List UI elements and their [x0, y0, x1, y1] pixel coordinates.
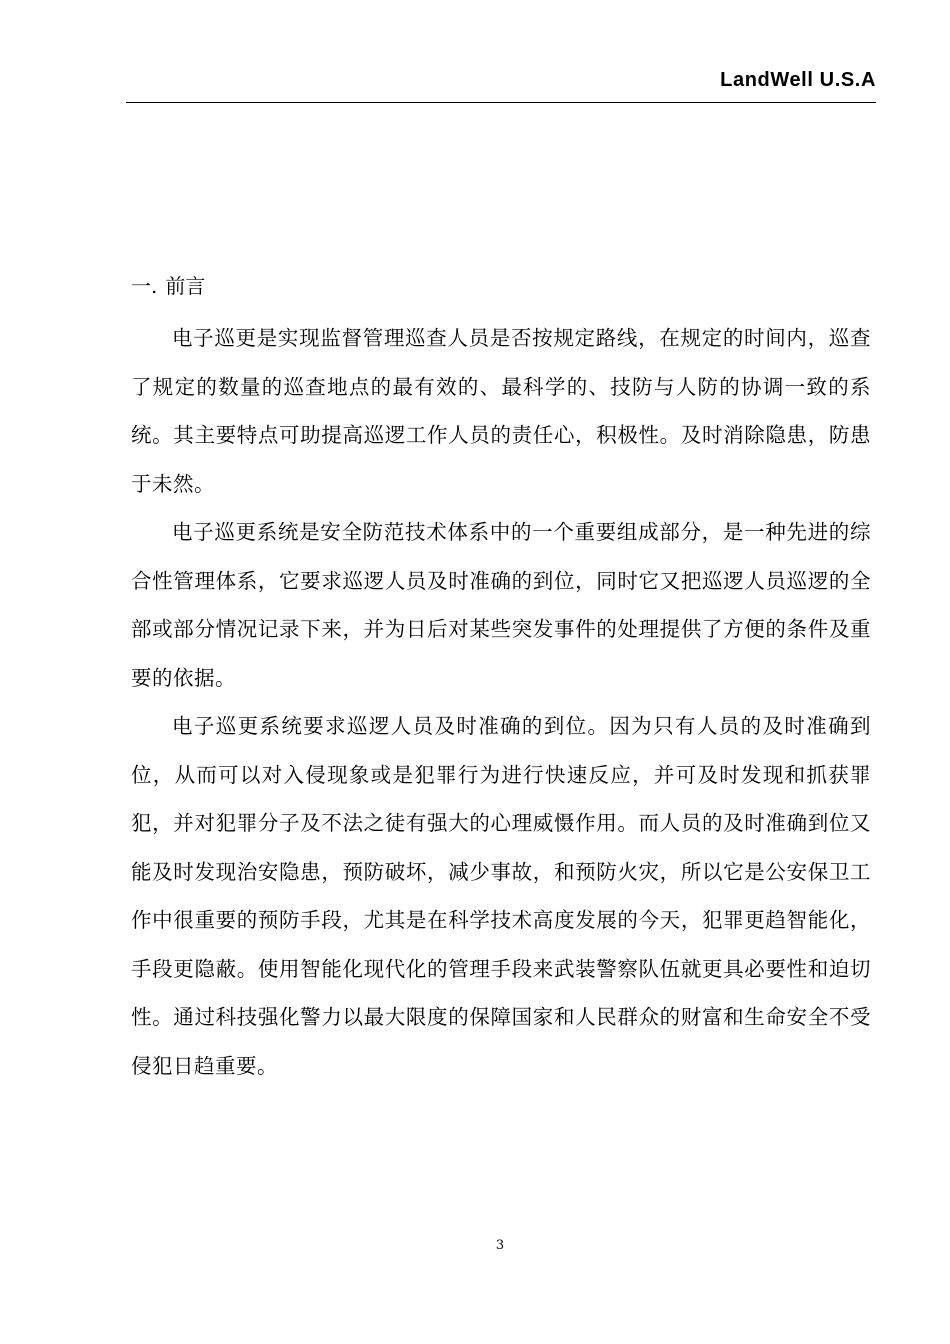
paragraph-2: 电子巡更系统是安全防范技术体系中的一个重要组成部分，是一种先进的综合性管理体系，它要求巡逻人员及时准确的到位，同时它又把巡逻人员巡逻的全部或部分情况记录下来，并为日后对某些突发事件的处理提供了方便的条件及重要的依据。: [131, 520, 871, 690]
document-body: [131, 268, 871, 1090]
page-number: 3: [495, 1238, 505, 1253]
page-header: [126, 66, 876, 103]
section-number: 一.: [131, 274, 158, 298]
header-brand: LandWell U.S.A: [720, 69, 876, 91]
section-title: 前言: [165, 274, 206, 298]
paragraph-1: 电子巡更是实现监督管理巡查人员是否按规定路线，在规定的时间内，巡查了规定的数量的巡查地点的最有效的、最科学的、技防与人防的协调一致的系统。其主要特点可助提高巡逻工作人员的责任心，积极性。及时消除隐患，防患于未然。: [131, 326, 871, 496]
paragraph-3: 电子巡更系统要求巡逻人员及时准确的到位。因为只有人员的及时准确到位，从而可以对入侵现象或是犯罪行为进行快速反应，并可及时发现和抓获罪犯，并对犯罪分子及不法之徒有强大的心理威慑作用。而人员的及时准确到位又能及时发现治安隐患，预防破坏，减少事故，和预防火灾，所以它是公安保卫工作中很重要的预防手段，尤其是在科学技术高度发展的今天，犯罪更趋智能化，手段更隐蔽。使用智能化现代化的管理手段来武装警察队伍就更具必要性和迫切性。通过科技强化警力以最大限度的保障国家和人民群众的财富和生命安全不受侵犯日趋重要。: [131, 714, 871, 1078]
section-heading: [131, 268, 871, 304]
